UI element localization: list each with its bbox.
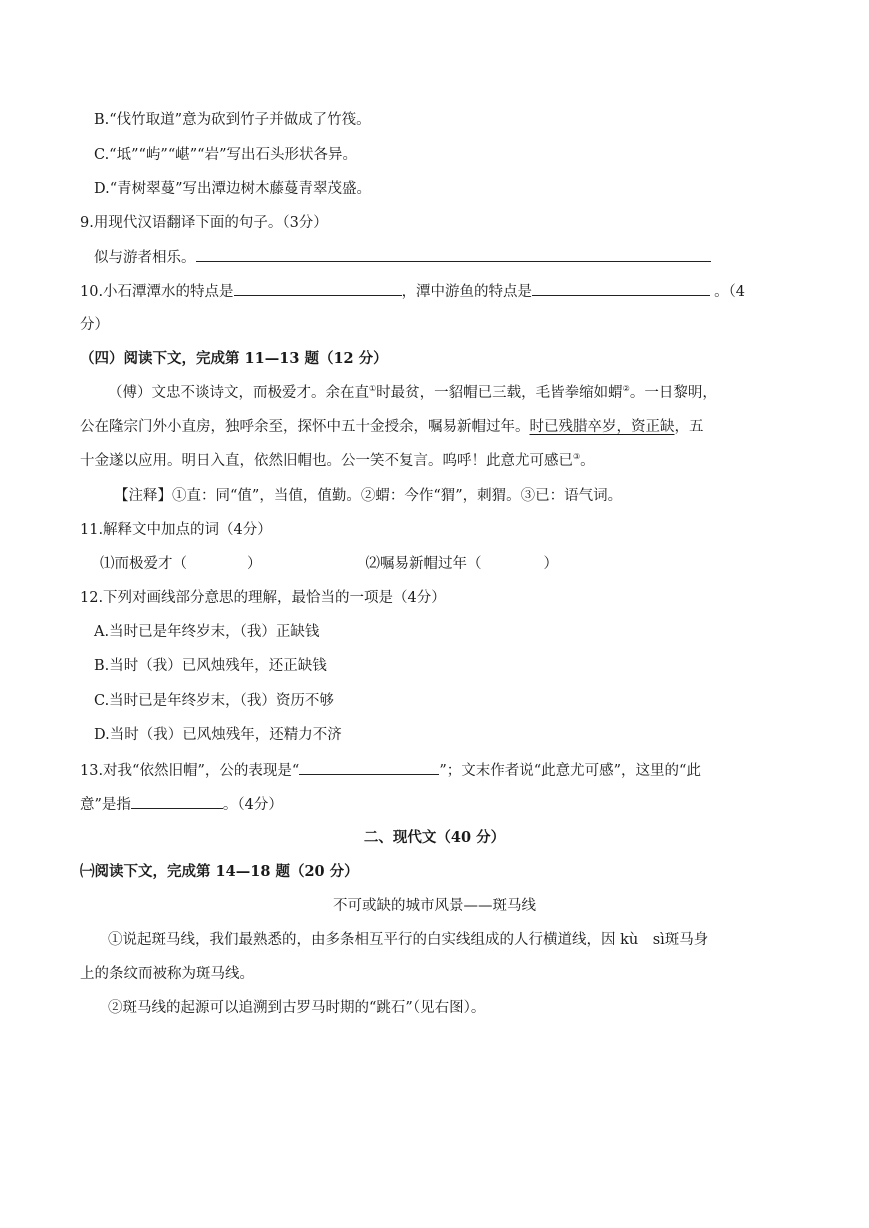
- q13-blank-2[interactable]: [131, 794, 223, 809]
- article-title: 不可或缺的城市风景——斑马线: [333, 898, 536, 914]
- underlined-phrase: 时已残腊卒岁，资正缺: [529, 419, 675, 435]
- text-span: 。一日黎明，: [629, 385, 717, 401]
- q12-option-c[interactable]: C.当时已是年终岁末，（我）资历不够: [94, 693, 334, 709]
- text-span: ，五: [674, 419, 704, 435]
- q12-option-d[interactable]: D.当时（我）已风烛残年，还精力不济: [94, 727, 342, 743]
- q10-line1: [80, 281, 745, 302]
- text-span: 十金遂以应用。明日入直，依然旧帽也。公一笑不复言。呜呼！此意尤可感已: [80, 453, 573, 469]
- footnote-mark: ②: [622, 384, 630, 393]
- text-span: 。: [580, 453, 595, 469]
- text-span: 时最贫，一貂帽已三载，毛皆拳缩如蝟: [376, 385, 623, 401]
- q9-sentence: 似与游者相乐。: [94, 250, 196, 266]
- q13-text-3: 意”是指: [80, 797, 131, 813]
- q11-item2-label: ⑵嘱易新帽过年（: [365, 556, 482, 572]
- q10-line2: 分）: [80, 317, 109, 333]
- section-modern-subheading: ㈠阅读下文，完成第 14—18 题（20 分）: [80, 863, 359, 880]
- q10-text-1: 10.小石潭潭水的特点是: [80, 284, 234, 300]
- q11-item1-label: ⑴而极爱才（: [100, 556, 187, 572]
- q11-item2-close: ）: [543, 556, 558, 572]
- q10-blank-1[interactable]: [234, 281, 402, 296]
- section-modern-heading: 二、现代文（40 分）: [363, 829, 506, 846]
- section4-notes: 【注释】①直：同“值”，当值，值勤。②蝟：今作“猬”，刺猬。③已：语气词。: [114, 488, 623, 504]
- text-span: 公在隆宗门外小直房，独呼余至，探怀中五十金授余，嘱易新帽过年。: [80, 419, 530, 435]
- q11-items: [100, 554, 558, 574]
- q8-option-d: D.“青树翠蔓”写出潭边树木藤蔓青翠茂盛。: [94, 181, 372, 197]
- q13-text-4: 。（4分）: [222, 797, 283, 813]
- article-paragraph-1-line1: ①说起斑马线，我们最熟悉的，由多条相互平行的白实线组成的人行横道线，因 kù sì斑马身: [108, 932, 709, 948]
- section4-paragraph-line3: [80, 451, 595, 471]
- q11-item1-close: ）: [247, 556, 262, 572]
- section4-paragraph-line1: [108, 383, 717, 403]
- q13-line2: [80, 794, 283, 815]
- q13-line1: [80, 760, 701, 781]
- text-span: （傅）文忠不谈诗文，而极爱才。余在直: [108, 385, 369, 401]
- article-paragraph-1-line2: 上的条纹而被称为斑马线。: [80, 966, 254, 982]
- q10-blank-2[interactable]: [532, 281, 710, 296]
- q12-option-a[interactable]: A.当时已是年终岁末，（我）正缺钱: [94, 624, 320, 640]
- q11-stem: 11.解释文中加点的词（4分）: [80, 522, 272, 538]
- q9-line: [94, 247, 711, 268]
- q13-text-1: 13.对我“依然旧帽”，公的表现是“: [80, 763, 300, 779]
- article-paragraph-2: ②斑马线的起源可以追溯到古罗马时期的“跳石”（见右图）。: [108, 1000, 486, 1016]
- section4-paragraph-line2: [80, 417, 704, 437]
- q8-option-b: B.“伐竹取道”意为砍到竹子并做成了竹筏。: [94, 112, 371, 128]
- q12-option-b[interactable]: B.当时（我）已风烛残年，还正缺钱: [94, 658, 327, 674]
- q9-answer-blank[interactable]: [196, 247, 711, 262]
- q13-text-2: ”；文末作者说“此意尤可感”，这里的“此: [439, 763, 701, 779]
- q13-blank-1[interactable]: [299, 760, 439, 775]
- footnote-mark: ③: [573, 452, 581, 461]
- q10-text-2: ，潭中游鱼的特点是: [401, 284, 533, 300]
- q12-stem: 12.下列对画线部分意思的理解，最恰当的一项是（4分）: [80, 590, 446, 606]
- q8-option-c: C.“坻”“屿”“嵁”“岩”写出石头形状各异。: [94, 147, 357, 163]
- section4-heading: （四）阅读下文，完成第 11—13 题（12 分）: [80, 350, 388, 367]
- footnote-mark: ①: [369, 384, 377, 393]
- q9-stem: 9.用现代汉语翻译下面的句子。（3分）: [80, 215, 328, 231]
- q10-text-3: 。（4: [714, 284, 746, 300]
